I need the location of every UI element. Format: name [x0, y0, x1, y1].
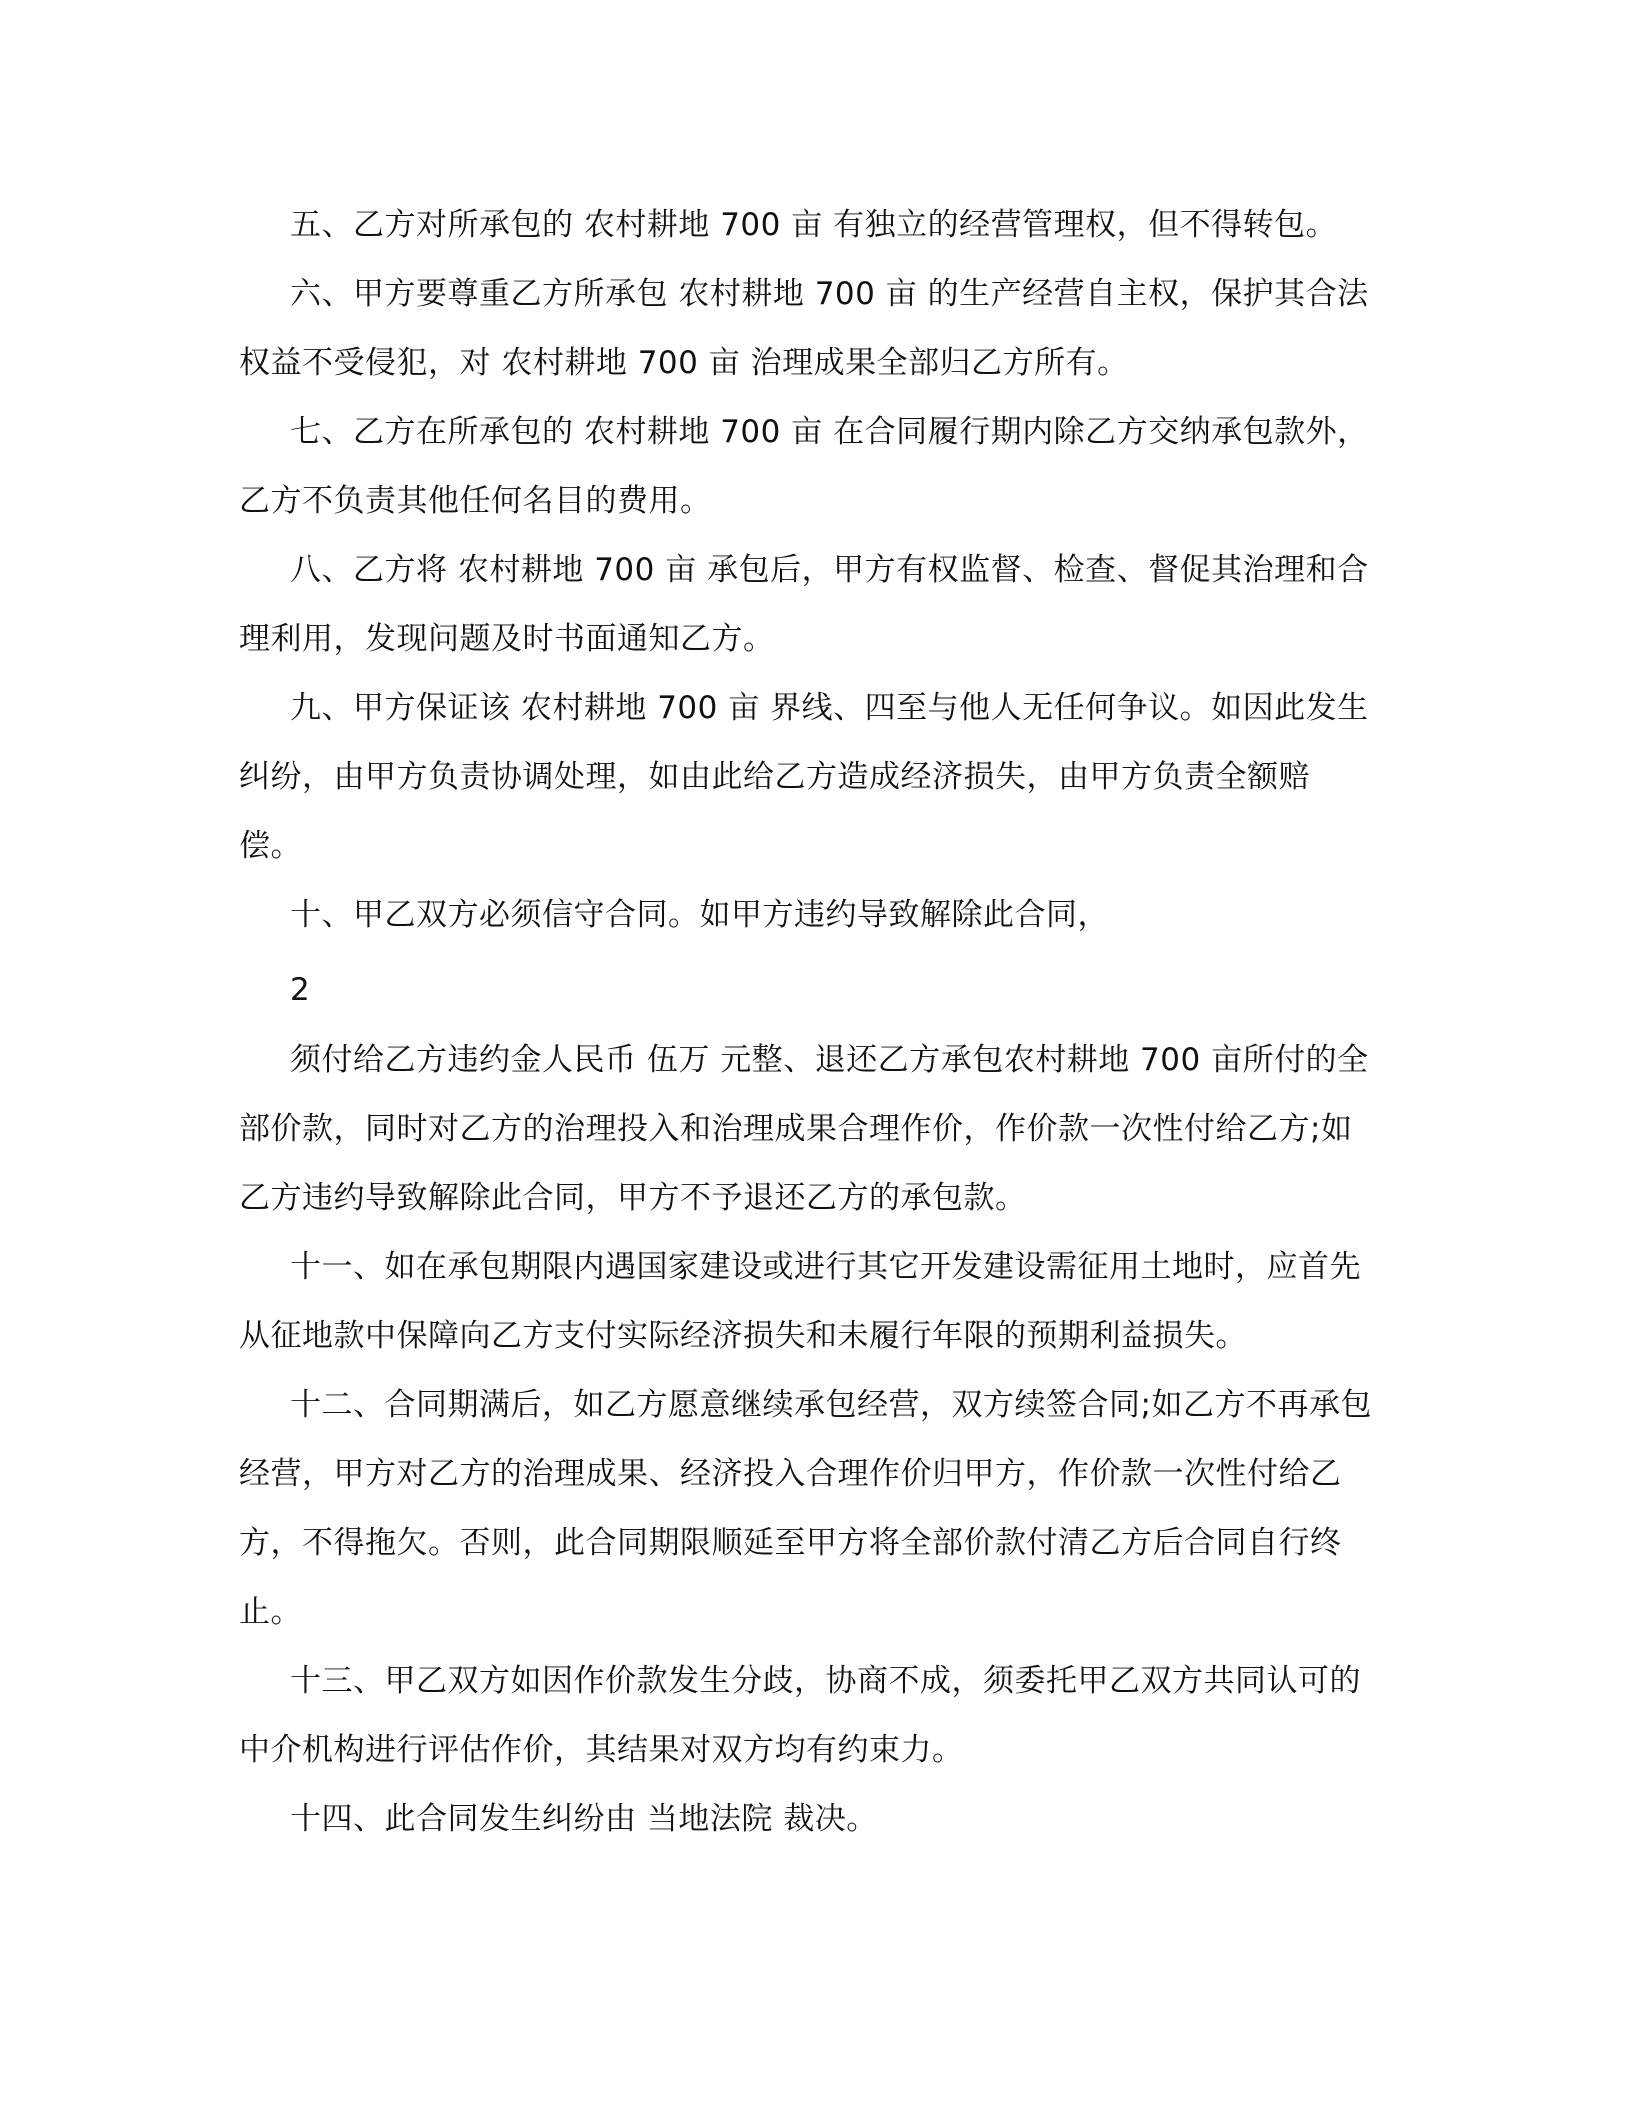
- clause-11-line-1: 十一、如在承包期限内遇国家建设或进行其它开发建设需征用土地时，应首先: [290, 1249, 1361, 1285]
- clause-10-line-3: 部价款，同时对乙方的治理投入和治理成果合理作价，作价款一次性付给乙方;如: [239, 1111, 1353, 1147]
- clause-13-line-2: 中介机构进行评估作价，其结果对双方均有约束力。: [239, 1732, 964, 1768]
- clause-10-line-2: 须付给乙方违约金人民币 伍万 元整、退还乙方承包农村耕地 700 亩所付的全: [290, 1042, 1369, 1078]
- clause-10-line-4: 乙方违约导致解除此合同，甲方不予退还乙方的承包款。: [239, 1180, 1027, 1216]
- clause-8-line-1: 八、乙方将 农村耕地 700 亩 承包后，甲方有权监督、检查、督促其治理和合: [290, 552, 1369, 588]
- clause-9-line-3: 偿。: [239, 828, 302, 864]
- clause-12-line-2: 经营，甲方对乙方的治理成果、经济投入合理作价归甲方，作价款一次性付给乙: [239, 1456, 1342, 1492]
- clause-14-line-1: 十四、此合同发生纠纷由 当地法院 裁决。: [290, 1801, 878, 1837]
- clause-9-line-1: 九、甲方保证该 农村耕地 700 亩 界线、四至与他人无任何争议。如因此发生: [290, 690, 1369, 726]
- clause-11-line-2: 从征地款中保障向乙方支付实际经济损失和未履行年限的预期利益损失。: [239, 1318, 1247, 1354]
- clause-13-line-1: 十三、甲乙双方如因作价款发生分歧，协商不成，须委托甲乙双方共同认可的: [290, 1663, 1361, 1699]
- page-number: 2: [290, 972, 311, 1008]
- clause-6-line-2: 权益不受侵犯，对 农村耕地 700 亩 治理成果全部归乙方所有。: [239, 345, 1129, 381]
- clause-6-line-1: 六、甲方要尊重乙方所承包 农村耕地 700 亩 的生产经营自主权，保护其合法: [290, 276, 1369, 312]
- clause-12-line-1: 十二、合同期满后，如乙方愿意继续承包经营，双方续签合同;如乙方不再承包: [290, 1387, 1372, 1423]
- clause-7-line-2: 乙方不负责其他任何名目的费用。: [239, 483, 712, 519]
- clause-5-line-1: 五、乙方对所承包的 农村耕地 700 亩 有独立的经营管理权，但不得转包。: [290, 207, 1338, 243]
- clause-12-line-4: 止。: [239, 1594, 302, 1630]
- clause-10-line-1: 十、甲乙双方必须信守合同。如甲方违约导致解除此合同，: [290, 897, 1109, 933]
- clause-7-line-1: 七、乙方在所承包的 农村耕地 700 亩 在合同履行期内除乙方交纳承包款外，: [290, 414, 1369, 450]
- clause-8-line-2: 理利用，发现问题及时书面通知乙方。: [239, 621, 775, 657]
- clause-12-line-3: 方，不得拖欠。否则，此合同期限顺延至甲方将全部价款付清乙方后合同自行终: [239, 1525, 1342, 1561]
- clause-9-line-2: 纠纷，由甲方负责协调处理，如由此给乙方造成经济损失，由甲方负责全额赔: [239, 759, 1310, 795]
